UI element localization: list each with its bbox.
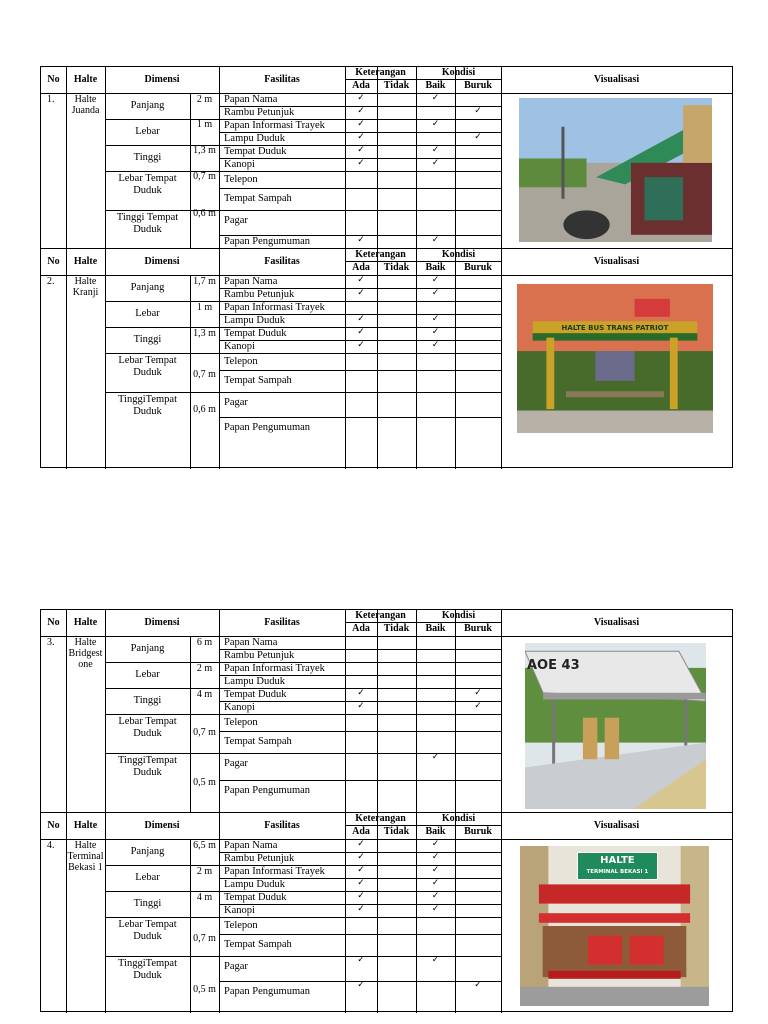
- halte-number: 1.: [47, 94, 55, 105]
- halte-name: Halte: [74, 276, 97, 287]
- facility-name: Telepon: [224, 174, 258, 185]
- table-rule: [219, 210, 501, 211]
- table-rule: [105, 917, 219, 918]
- dimension-value: 1 m: [196, 302, 213, 313]
- dimension-name: Panjang: [130, 643, 165, 654]
- facility-name: Papan Informasi Trayek: [224, 120, 325, 131]
- facility-name: Papan Nama: [224, 637, 278, 648]
- check-mark: ✓: [357, 980, 365, 990]
- table-rule: [219, 249, 220, 469]
- check-mark: ✓: [357, 839, 365, 849]
- dimension-name: Duduk: [133, 367, 162, 378]
- halte-name: Kranji: [72, 287, 99, 298]
- header-kondisi: Kondisi: [441, 610, 476, 621]
- check-mark: ✓: [431, 852, 440, 862]
- header-no: No: [47, 256, 60, 267]
- check-mark: ✓: [474, 688, 482, 698]
- table-rule: [105, 610, 106, 813]
- facility-name: Kanopi: [224, 341, 255, 352]
- dimension-name: Tinggi Tempat: [116, 212, 179, 223]
- header-ada: Ada: [352, 623, 370, 634]
- table-rule: [105, 813, 106, 1013]
- halte-photo: [520, 846, 709, 1006]
- header-visualisasi: Visualisasi: [593, 820, 640, 831]
- halte-name: one: [78, 659, 93, 670]
- dimension-name: Tinggi: [133, 334, 162, 345]
- facility-name: Papan Informasi Trayek: [224, 663, 325, 674]
- facility-name: Papan Pengumuman: [224, 785, 311, 796]
- halte-name: Halte: [74, 637, 97, 648]
- table-rule: [105, 956, 219, 957]
- table-rule: [41, 839, 732, 840]
- dimension-value: 1,7 m: [193, 276, 216, 287]
- halte-name: Bridgest: [68, 648, 103, 659]
- photo-graphic: [519, 98, 712, 242]
- check-mark: ✓: [431, 878, 440, 888]
- dimension-value: 2 m: [196, 663, 213, 674]
- check-mark: ✓: [357, 878, 365, 888]
- halte-photo: [517, 284, 713, 433]
- check-mark: ✓: [431, 93, 440, 103]
- header-keterangan: Keterangan: [355, 249, 406, 260]
- halte-number: 2.: [47, 276, 55, 287]
- dimension-value: 0,7 m: [193, 369, 216, 380]
- header-buruk: Buruk: [464, 623, 492, 634]
- facility-name: Pagar: [224, 397, 248, 408]
- halte-name: Halte: [74, 94, 97, 105]
- dimension-value: 0,7 m: [193, 933, 216, 944]
- header-fasilitas: Fasilitas: [264, 74, 300, 85]
- header-buruk: Buruk: [464, 262, 492, 273]
- table-rule: [501, 813, 502, 1013]
- table-rule: [219, 171, 501, 172]
- table-rule: [377, 813, 378, 1013]
- facility-name: Tempat Duduk: [224, 146, 287, 157]
- photo-graphic: [517, 284, 713, 433]
- facility-name: Lampu Duduk: [224, 315, 285, 326]
- facility-name: Kanopi: [224, 702, 255, 713]
- dimension-name: Panjang: [130, 100, 165, 111]
- table-rule: [219, 610, 220, 813]
- table-rule: [105, 392, 219, 393]
- check-mark: ✓: [431, 891, 440, 901]
- table-rule: [501, 67, 502, 249]
- dimension-name: Lebar: [135, 126, 160, 137]
- facility-name: Papan Nama: [224, 276, 278, 287]
- facility-name: Tempat Duduk: [224, 892, 287, 903]
- photo-sign-text: HALTE: [600, 855, 635, 867]
- table-rule: [501, 610, 502, 813]
- header-ada: Ada: [352, 262, 370, 273]
- header-dimensi: Dimensi: [144, 256, 180, 267]
- check-mark: ✓: [357, 904, 365, 914]
- facility-name: Rambu Petunjuk: [224, 289, 295, 300]
- header-dimensi: Dimensi: [144, 820, 180, 831]
- header-halte: Halte: [73, 820, 98, 831]
- header-baik: Baik: [425, 80, 446, 91]
- check-mark: ✓: [357, 119, 365, 129]
- halte-photo: [525, 643, 706, 809]
- facility-name: Papan Nama: [224, 94, 278, 105]
- header-fasilitas: Fasilitas: [264, 256, 300, 267]
- check-mark: ✓: [431, 752, 440, 762]
- dimension-value: 1 m: [196, 119, 213, 130]
- dimension-name: Duduk: [133, 728, 162, 739]
- dimension-value: 0,6 m: [193, 404, 216, 415]
- facility-table: [40, 609, 733, 1012]
- header-keterangan: Keterangan: [355, 813, 406, 824]
- header-no: No: [47, 617, 60, 628]
- check-mark: ✓: [474, 701, 482, 711]
- check-mark: ✓: [431, 314, 440, 324]
- header-ada: Ada: [352, 80, 370, 91]
- check-mark: ✓: [474, 132, 482, 142]
- header-dimensi: Dimensi: [144, 617, 180, 628]
- facility-name: Pagar: [224, 215, 248, 226]
- header-visualisasi: Visualisasi: [593, 256, 640, 267]
- check-mark: ✓: [431, 955, 440, 965]
- dimension-name: Duduk: [133, 767, 162, 778]
- facility-name: Pagar: [224, 758, 248, 769]
- check-mark: ✓: [357, 327, 365, 337]
- header-keterangan: Keterangan: [355, 610, 406, 621]
- check-mark: ✓: [357, 314, 365, 324]
- facility-name: Tempat Sampah: [224, 375, 292, 386]
- table-rule: [219, 188, 501, 189]
- halte-photo: [519, 98, 712, 242]
- dimension-name: Lebar Tempat: [118, 355, 177, 366]
- dimension-name: Duduk: [133, 406, 162, 417]
- dimension-value: 0,5 m: [193, 777, 216, 788]
- halte-name: Halte: [74, 840, 97, 851]
- halte-section: [41, 67, 732, 249]
- dimension-name: Lebar: [135, 872, 160, 883]
- facility-table: [40, 66, 733, 468]
- check-mark: ✓: [357, 891, 365, 901]
- table-rule: [41, 275, 732, 276]
- dimension-value: 4 m: [196, 689, 213, 700]
- dimension-value: 6 m: [196, 637, 213, 648]
- dimension-value: 0,6 m: [193, 208, 216, 219]
- check-mark: ✓: [357, 132, 365, 142]
- dimension-name: Lebar Tempat: [118, 716, 177, 727]
- table-rule: [105, 353, 219, 354]
- table-rule: [219, 934, 501, 935]
- dimension-value: 2 m: [196, 866, 213, 877]
- check-mark: ✓: [357, 955, 365, 965]
- header-halte: Halte: [73, 74, 98, 85]
- facility-name: Pagar: [224, 961, 248, 972]
- header-ada: Ada: [352, 826, 370, 837]
- dimension-name: Duduk: [133, 224, 162, 235]
- halte-section: [41, 610, 732, 813]
- facility-name: Papan Nama: [224, 840, 278, 851]
- table-rule: [219, 917, 501, 918]
- header-buruk: Buruk: [464, 80, 492, 91]
- table-rule: [219, 370, 501, 371]
- header-tidak: Tidak: [383, 623, 410, 634]
- dimension-value: 2 m: [196, 94, 213, 105]
- facility-name: Lampu Duduk: [224, 676, 285, 687]
- dimension-value: 6,5 m: [193, 840, 216, 851]
- facility-name: Rambu Petunjuk: [224, 853, 295, 864]
- check-mark: ✓: [357, 275, 365, 285]
- dimension-value: 0,7 m: [193, 727, 216, 738]
- table-rule: [416, 610, 417, 813]
- header-tidak: Tidak: [383, 826, 410, 837]
- facility-name: Tempat Sampah: [224, 736, 292, 747]
- header-buruk: Buruk: [464, 826, 492, 837]
- header-halte: Halte: [73, 256, 98, 267]
- dimension-name: Panjang: [130, 282, 165, 293]
- halte-section: [41, 249, 732, 469]
- facility-name: Papan Pengumuman: [224, 236, 311, 247]
- table-rule: [219, 392, 501, 393]
- check-mark: ✓: [357, 701, 365, 711]
- header-fasilitas: Fasilitas: [264, 820, 300, 831]
- table-rule: [377, 610, 378, 813]
- check-mark: ✓: [357, 340, 365, 350]
- table-rule: [219, 753, 501, 754]
- facility-name: Tempat Sampah: [224, 193, 292, 204]
- table-rule: [105, 714, 219, 715]
- dimension-name: Lebar: [135, 308, 160, 319]
- halte-section: [41, 813, 732, 1013]
- table-rule: [41, 636, 732, 637]
- header-fasilitas: Fasilitas: [264, 617, 300, 628]
- table-rule: [219, 780, 501, 781]
- dimension-value: 1,3 m: [193, 145, 216, 156]
- facility-name: Tempat Sampah: [224, 939, 292, 950]
- dimension-name: Panjang: [130, 846, 165, 857]
- facility-name: Rambu Petunjuk: [224, 107, 295, 118]
- facility-name: Rambu Petunjuk: [224, 650, 295, 661]
- header-kondisi: Kondisi: [441, 67, 476, 78]
- check-mark: ✓: [431, 288, 440, 298]
- header-kondisi: Kondisi: [441, 249, 476, 260]
- check-mark: ✓: [474, 106, 482, 116]
- table-rule: [219, 353, 501, 354]
- halte-name: Juanda: [71, 105, 100, 116]
- dimension-value: 4 m: [196, 892, 213, 903]
- facility-name: Lampu Duduk: [224, 879, 285, 890]
- table-rule: [219, 714, 501, 715]
- check-mark: ✓: [474, 980, 482, 990]
- check-mark: ✓: [431, 904, 440, 914]
- check-mark: ✓: [357, 235, 365, 245]
- dimension-name: Duduk: [133, 185, 162, 196]
- check-mark: ✓: [431, 340, 440, 350]
- facility-name: Tempat Duduk: [224, 328, 287, 339]
- facility-name: Tempat Duduk: [224, 689, 287, 700]
- check-mark: ✓: [357, 93, 365, 103]
- halte-number: 4.: [47, 840, 55, 851]
- header-baik: Baik: [425, 262, 446, 273]
- header-baik: Baik: [425, 826, 446, 837]
- check-mark: ✓: [431, 235, 440, 245]
- photo-sign: [577, 852, 658, 880]
- facility-name: Papan Pengumuman: [224, 422, 311, 433]
- table-rule: [377, 249, 378, 469]
- table-rule: [455, 610, 456, 813]
- header-dimensi: Dimensi: [144, 74, 180, 85]
- halte-number: 3.: [47, 637, 55, 648]
- check-mark: ✓: [431, 327, 440, 337]
- header-tidak: Tidak: [383, 262, 410, 273]
- dimension-name: TinggiTempat: [118, 958, 177, 969]
- header-no: No: [47, 74, 60, 85]
- table-rule: [41, 93, 732, 94]
- table-rule: [219, 731, 501, 732]
- check-mark: ✓: [431, 158, 440, 168]
- check-mark: ✓: [357, 288, 365, 298]
- dimension-name: Duduk: [133, 970, 162, 981]
- dimension-name: TinggiTempat: [118, 394, 177, 405]
- check-mark: ✓: [431, 839, 440, 849]
- check-mark: ✓: [431, 275, 440, 285]
- facility-name: Telepon: [224, 356, 258, 367]
- facility-name: Telepon: [224, 920, 258, 931]
- halte-name: Terminal: [67, 851, 104, 862]
- header-visualisasi: Visualisasi: [593, 617, 640, 628]
- check-mark: ✓: [357, 852, 365, 862]
- header-kondisi: Kondisi: [441, 813, 476, 824]
- header-baik: Baik: [425, 623, 446, 634]
- facility-name: Kanopi: [224, 159, 255, 170]
- photo-sign-text: AOE 43: [527, 657, 580, 673]
- header-tidak: Tidak: [383, 80, 410, 91]
- facility-name: Kanopi: [224, 905, 255, 916]
- facility-name: Telepon: [224, 717, 258, 728]
- facility-name: Lampu Duduk: [224, 133, 285, 144]
- check-mark: ✓: [431, 145, 440, 155]
- dimension-name: Lebar Tempat: [118, 919, 177, 930]
- table-rule: [219, 417, 501, 418]
- dimension-name: Lebar Tempat: [118, 173, 177, 184]
- check-mark: ✓: [431, 119, 440, 129]
- halte-name: Bekasi 1: [68, 862, 103, 873]
- photo-sign-text: TERMINAL BEKASI 1: [586, 869, 649, 876]
- dimension-value: 1,3 m: [193, 328, 216, 339]
- dimension-name: Tinggi: [133, 695, 162, 706]
- check-mark: ✓: [357, 106, 365, 116]
- dimension-name: Lebar: [135, 669, 160, 680]
- table-rule: [105, 753, 219, 754]
- dimension-name: Tinggi: [133, 152, 162, 163]
- dimension-value: 0,5 m: [193, 984, 216, 995]
- header-keterangan: Keterangan: [355, 67, 406, 78]
- header-no: No: [47, 820, 60, 831]
- facility-name: Papan Informasi Trayek: [224, 302, 325, 313]
- header-visualisasi: Visualisasi: [593, 74, 640, 85]
- check-mark: ✓: [357, 865, 365, 875]
- facility-name: Papan Informasi Trayek: [224, 866, 325, 877]
- header-halte: Halte: [73, 617, 98, 628]
- check-mark: ✓: [431, 865, 440, 875]
- table-rule: [455, 249, 456, 469]
- dimension-name: Duduk: [133, 931, 162, 942]
- dimension-name: TinggiTempat: [118, 755, 177, 766]
- dimension-name: Tinggi: [133, 898, 162, 909]
- photo-sign-text: HALTE BUS TRANS PATRIOT: [561, 324, 669, 333]
- table-rule: [219, 813, 220, 1013]
- check-mark: ✓: [357, 158, 365, 168]
- facility-name: Papan Pengumuman: [224, 986, 311, 997]
- dimension-value: 0,7 m: [193, 171, 216, 182]
- check-mark: ✓: [357, 145, 365, 155]
- table-rule: [501, 249, 502, 469]
- check-mark: ✓: [357, 688, 365, 698]
- table-rule: [345, 610, 346, 813]
